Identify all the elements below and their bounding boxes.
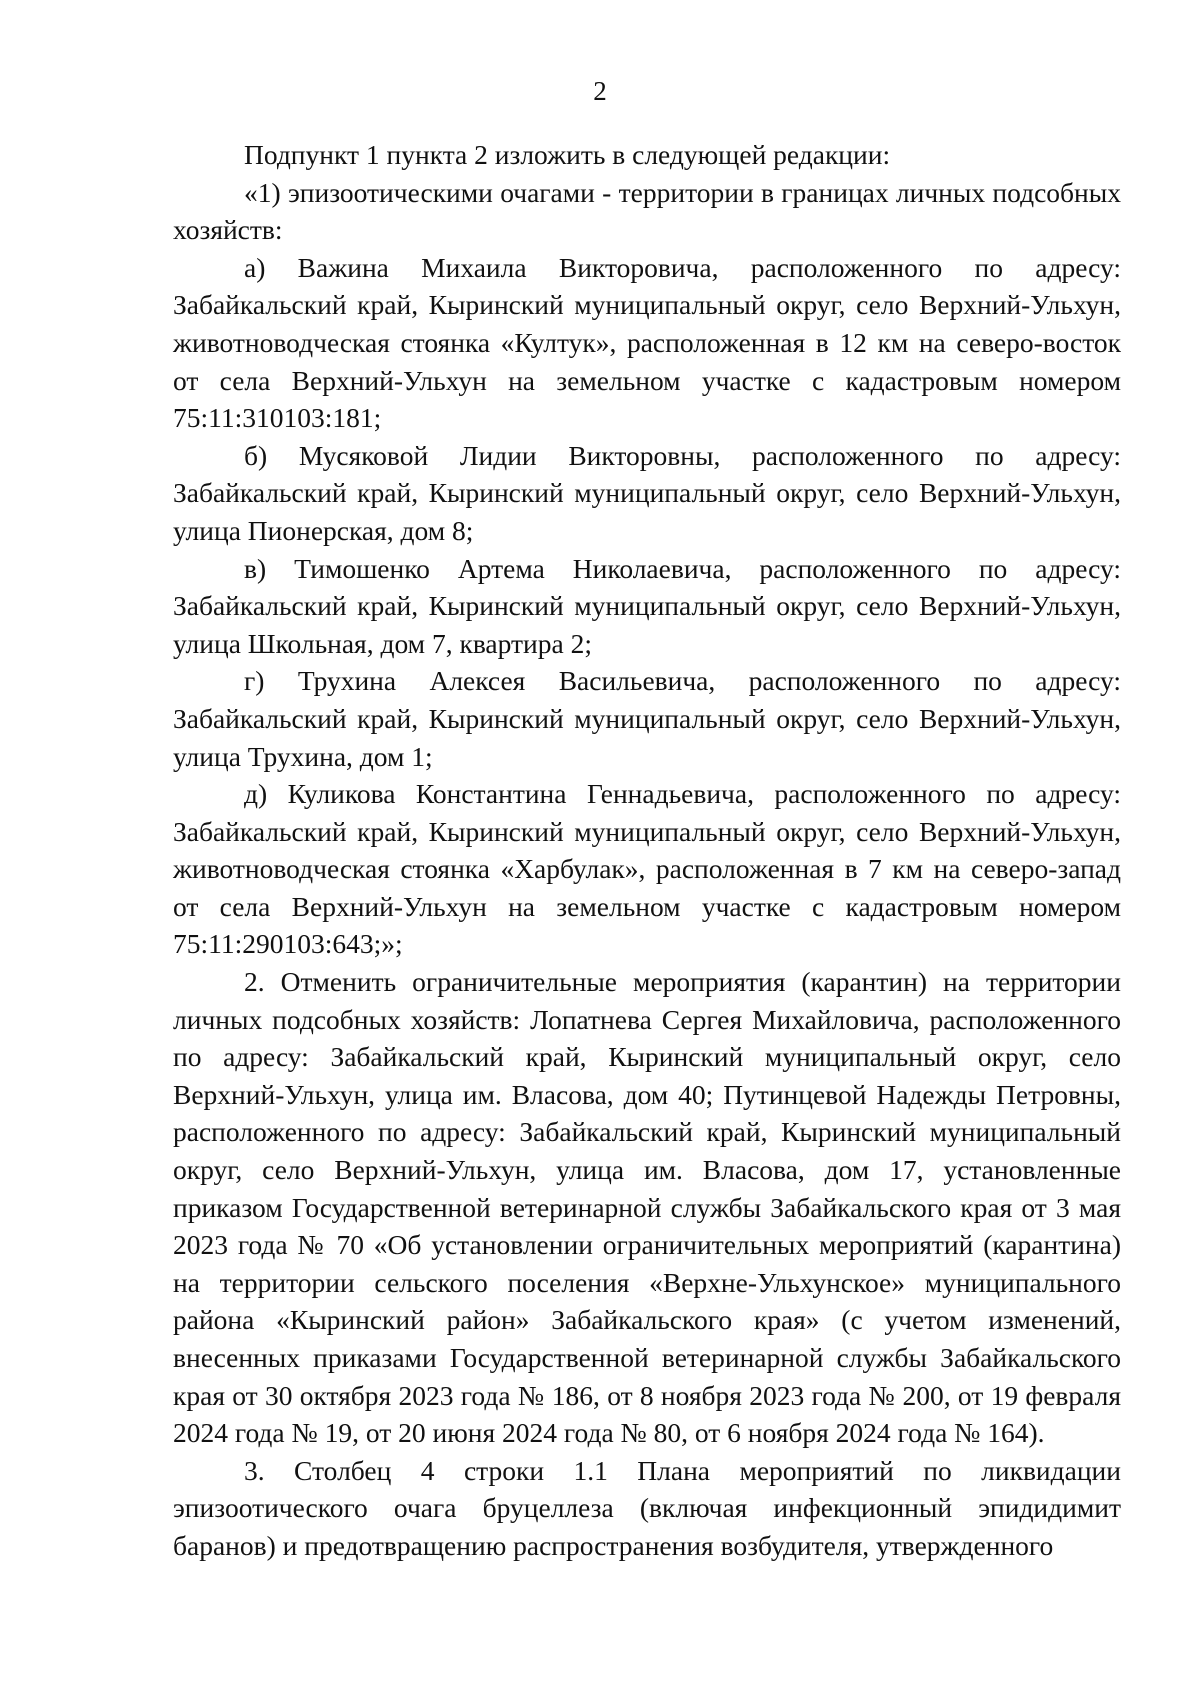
paragraph-section-2: 2. Отменить ограничительные мероприятия (карантин) на территории личных подсобных хозяйств: Лопатнева Сергея Михайловича, расположенного по адресу: Забайкальский край, Кыринский муниципальный округ, село Верхний-Ульхун, улица им. Власова, дом 40; Путинцевой Надежды Петровны, расположенного по адресу: Забайкальский край, Кыринский муниципальный округ, село Верхний-Ульхун, улица им. Власова, дом 17, установленные приказом Государственной ветеринарной службы Забайкальского края от 3 мая 2023 года № 70 «Об установлении ограничительных мероприятий (карантина) на территории сельского поселения «Верхне-Ульхунское» муниципального района «Кыринский район» Забайкальского края» (с учетом изменений, внесенных приказами Государственной ветеринарной службы Забайкальского края от 30 октября 2023 года № 186, от 8 ноября 2023 года № 200, от 19 февраля 2024 года № 19, от 20 июня 2024 года № 80, от 6 ноября 2024 года № 164). [173,966,1121,1449]
paragraph-amendment-intro: Подпункт 1 пункта 2 изложить в следующей редакции: [244,139,891,170]
document-body [173,136,1121,1565]
paragraph-item-b: б) Мусяковой Лидии Викторовны, расположенного по адресу: Забайкальский край, Кыринский муниципальный округ, село Верхний-Ульхун, улица Пионерская, дом 8; [173,439,1121,546]
paragraph-section-3: 3. Столбец 4 строки 1.1 Плана мероприятий по ликвидации эпизоотического очага бруцеллеза (включая инфекционный эпидидимит баранов) и предотвращению распространения возбудителя, утвержденного [173,1454,1121,1561]
paragraph-item-v: в) Тимошенко Артема Николаевича, расположенного по адресу: Забайкальский край, Кыринский муниципальный округ, село Верхний-Ульхун, улица Школьная, дом 7, квартира 2; [173,552,1121,659]
page-number: 2 [593,76,607,106]
paragraph-item-g: г) Трухина Алексея Васильевича, расположенного по адресу: Забайкальский край, Кыринский муниципальный округ, село Верхний-Ульхун, улица Трухина, дом 1; [173,665,1121,772]
paragraph-epizootic-foci: «1) эпизоотическими очагами - территории в границах личных подсобных хозяйств: [173,176,1121,246]
paragraph-item-d: д) Куликова Константина Геннадьевича, расположенного по адресу: Забайкальский край, Кыринский муниципальный округ, село Верхний-Ульхун, животноводческая стоянка «Харбулак», расположенная в 7 км на северо-запад от села Верхний-Ульхун на земельном участке с кадастровым номером 75:11:290103:643;»; [173,778,1121,960]
paragraph-item-a: а) Важина Михаила Викторовича, расположенного по адресу: Забайкальский край, Кыринский муниципальный округ, село Верхний-Ульхун, животноводческая стоянка «Култук», расположенная в 12 км на северо-восток от села Верхний-Ульхун на земельном участке с кадастровым номером 75:11:310103:181; [173,251,1121,434]
